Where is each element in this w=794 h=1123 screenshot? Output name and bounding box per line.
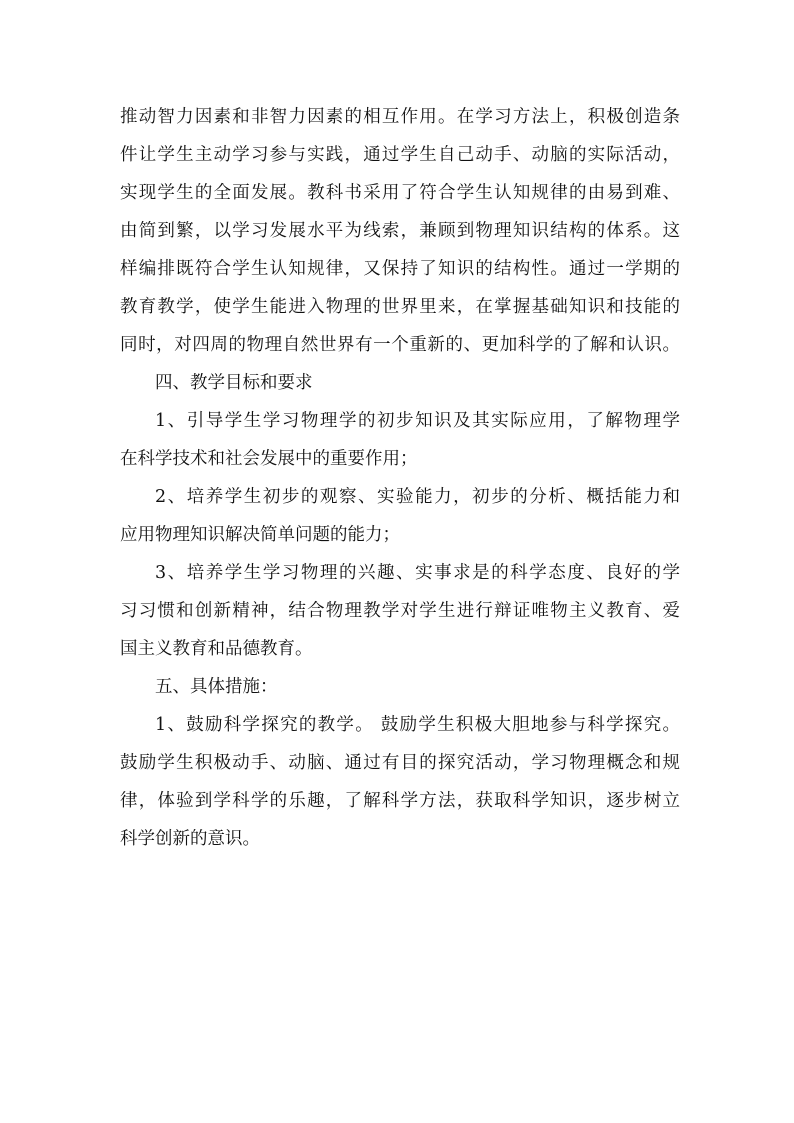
- text-line: 鼓励学生积极动手、动脑、通过有目的探究活动，学习物理概念和规: [120, 753, 680, 773]
- goal-item-2: [120, 478, 680, 554]
- paragraph-continuation: [120, 98, 680, 364]
- text-line: 应用物理知识解决简单问题的能力；: [120, 525, 400, 545]
- goal-item-3: [120, 554, 680, 668]
- text-line: 教育教学，使学生能进入物理的世界里来，在掌握基础知识和技能的: [120, 297, 680, 317]
- section-heading-measures: 五、具体措施：: [155, 677, 278, 697]
- text-line: 律，体验到学科学的乐趣，了解科学方法，获取科学知识，逐步树立: [120, 791, 680, 811]
- text-line: 习习惯和创新精神，结合物理教学对学生进行辩证唯物主义教育、爱: [120, 601, 680, 621]
- text-line: 国主义教育和品德教育。: [120, 639, 313, 659]
- text-line: 在科学技术和社会发展中的重要作用；: [120, 449, 418, 469]
- measure-item-1: [120, 706, 680, 858]
- text-line: 样编排既符合学生认知规律，又保持了知识的结构性。通过一学期的: [120, 259, 680, 279]
- text-line: 科学创新的意识。: [120, 829, 260, 849]
- text-line: 由简到繁，以学习发展水平为线索，兼顾到物理知识结构的体系。这: [120, 221, 680, 241]
- text-line: 件让学生主动学习参与实践，通过学生自己动手、动脑的实际活动，: [120, 145, 680, 165]
- text-line: 1、引导学生学习物理学的初步知识及其实际应用，了解物理学: [155, 411, 680, 431]
- section-heading-goals: 四、教学目标和要求: [155, 373, 313, 393]
- text-line: 3、培养学生学习物理的兴趣、实事求是的科学态度、良好的学: [155, 563, 680, 583]
- document-body: [120, 98, 680, 858]
- text-line: 推动智力因素和非智力因素的相互作用。在学习方法上，积极创造条: [120, 107, 680, 127]
- text-line: 1、鼓励科学探究的教学。 鼓励学生积极大胆地参与科学探究。: [155, 715, 680, 735]
- goal-item-1: [120, 402, 680, 478]
- text-line: 实现学生的全面发展。教科书采用了符合学生认知规律的由易到难、: [120, 183, 680, 203]
- text-line: 同时，对四周的物理自然世界有一个重新的、更加科学的了解和认识。: [120, 335, 680, 355]
- text-line: 2、培养学生初步的观察、实验能力，初步的分析、概括能力和: [155, 487, 680, 507]
